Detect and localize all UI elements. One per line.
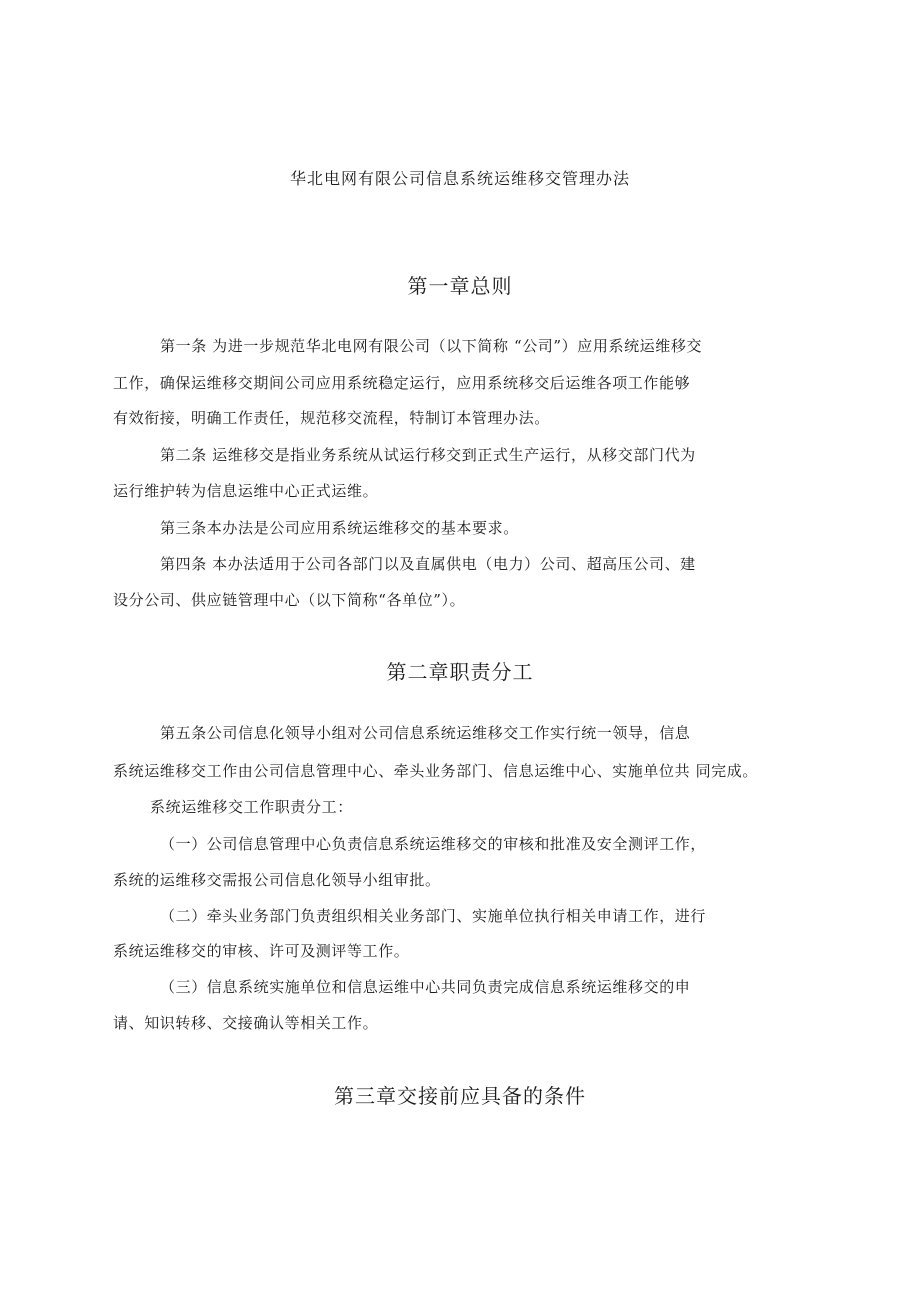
chapter-3-heading: 第三章交接前应具备的条件 xyxy=(334,1084,586,1108)
paragraph-line: 运行维护转为信息运维中心正式运维。 xyxy=(113,482,379,500)
paragraph-line: （二）牵头业务部门负责组织相关业务部门、实施单位执行相关申请工作，进行 xyxy=(160,907,707,925)
paragraph-line: 系统的运维移交需报公司信息化领导小组审批。 xyxy=(113,871,441,889)
paragraph-line: 有效衔接，明确工作责任，规范移交流程，特制订本管理办法。 xyxy=(113,409,550,427)
document-title: 华北电网有限公司信息系统运维移交管理办法 xyxy=(289,169,630,188)
chapter-2-heading: 第二章职责分工 xyxy=(386,660,534,684)
paragraph-line: 第二条 运维移交是指业务系统从试运行移交到正式生产运行，从移交部门代为 xyxy=(160,446,696,464)
paragraph-line: 第四条 本办法适用于公司各部门以及直属供电（电力）公司、超高压公司、建 xyxy=(160,555,696,573)
paragraph-line: 设分公司、供应链管理中心（以下简称“各单位”）。 xyxy=(113,591,466,609)
paragraph-line: 工作，确保运维移交期间公司应用系统稳定运行，应用系统移交后运维各项工作能够 xyxy=(113,374,691,392)
paragraph-line: 第五条公司信息化领导小组对公司信息系统运维移交工作实行统一领导，信息 xyxy=(160,724,691,742)
paragraph-line: 系统运维移交的审核、许可及测评等工作。 xyxy=(113,942,410,960)
paragraph-line: 系统运维移交工作职责分工： xyxy=(150,798,353,816)
chapter-1-heading: 第一章总则 xyxy=(407,274,513,298)
paragraph-line: （一）公司信息管理中心负责信息系统运维移交的审核和批准及安全测评工作， xyxy=(160,835,707,853)
paragraph-line: 第三条本办法是公司应用系统运维移交的基本要求。 xyxy=(160,519,519,537)
paragraph-line: 请、知识转移、交接确认等相关工作。 xyxy=(113,1014,379,1032)
paragraph-line: （三）信息系统实施单位和信息运维中心共同负责完成信息系统运维移交的申 xyxy=(160,978,691,996)
paragraph-line: 系统运维移交工作由公司信息管理中心、牵头业务部门、信息运维中心、实施单位共 同完成。 xyxy=(113,762,758,780)
paragraph-line: 第一条 为进一步规范华北电网有限公司（以下简称 “公司”）应用系统运维移交 xyxy=(160,337,703,355)
